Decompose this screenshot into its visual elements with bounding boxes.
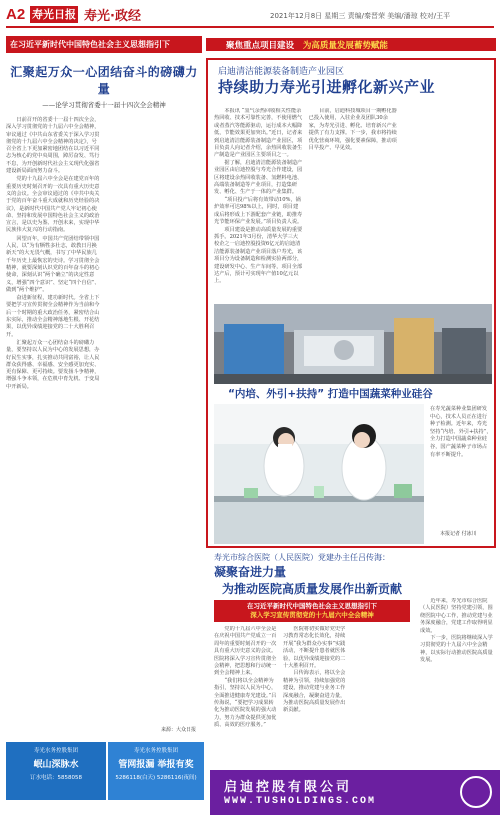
leak-report-ad — [108, 742, 204, 800]
photo-caption: 在寿光蔬菜种业集团研发中心，技术人员正在进行种子检测。近年来，寿光坚持“内培、外引+扶持”，全力打造中国蔬菜种业硅谷，国产蔬菜种子市场占有率不断提升。 — [430, 406, 492, 458]
paragraph: 吕传海表示，将以全会精神为引领，持续加强党的建设，推动党建与业务工作深度融合，凝聚奋进力量，为推动医院高质量发展作出新贡献。 — [283, 670, 346, 714]
masthead-rule — [6, 26, 494, 28]
article-body-text — [214, 626, 416, 738]
water-ad-phone: 订水电话：5858058 — [30, 775, 82, 781]
feature-body-text — [214, 108, 492, 300]
issue-info: 2021年12月8日 星期三 责编/秦晋荣 美编/潘琼 校对/王平 — [270, 12, 451, 20]
left-byline: 来源：大众日报 — [157, 726, 196, 733]
page-number: A2 — [6, 6, 26, 23]
feature-banner-text — [226, 39, 388, 51]
caption-byline: 本报记者 付冰川 — [440, 531, 477, 537]
paragraph: 项目建设是推动高质量发展的重要抓手。2021年3月份，清华大学三大校企之一启迪控股投资6亿元的启迪清洁能源装备制造产业项目落户寿光，该项目分为设备制造和检测实验两部分，建设研发中心、生产车间等，项目全部达产后，预计可实现年产值10亿元以上。 — [214, 226, 303, 285]
footer-ad-band — [210, 770, 500, 815]
masthead — [0, 0, 500, 34]
feature-banner — [206, 38, 496, 51]
paragraph: 医院将切实做好党史学习教育常态化长效化，持续开展“我为群众办实事”实践活动，不断提升患者就医体验，以优异成绩迎接党的二十大胜利召开。 — [283, 626, 346, 670]
feature-subheadline: “内培、外引+扶持” 打造中国蔬菜种业硅谷 — [228, 388, 433, 400]
newspaper-logo: 寿光日报 — [32, 8, 76, 21]
leak-ad-company: 寿光水务控股集团 — [133, 748, 178, 754]
lab-photo — [214, 404, 424, 544]
paragraph: 据了解，启迪清洁能源装备制造产业园区由启迪控股与寿光合作建设，园区将建设余热回收装备、氢燃料电池、高端装备制造等产业项目，打造集研发、孵化、生产于一体的产业集群。 — [214, 159, 303, 196]
paragraph: 目前，启迪科技城项目一期孵化器已投入使用，入驻企业及团队30余家，为寿光引进、孵化、培育新兴产业提供了有力支撑。下一步，我市将持续优化营商环境，强化要素保障，推动项目早投产、早见效。 — [308, 108, 397, 152]
paragraph: 汇聚起万众一心团结奋斗的磅礴力量，要坚持以人民为中心的发展思想，办好民生实事，扎实推动共同富裕，让人民群众获得感、幸福感、安全感更加充实、更有保障、更可持续。要发扬斗争精神，增强斗争本领，在危机中育先机、于变局中开新局。 — [6, 339, 100, 390]
feature-kicker: 启迪清洁能源装备制造产业园区 — [218, 67, 345, 77]
left-headline: 汇聚起万众一心团结奋斗的磅礴力量 — [10, 65, 198, 96]
paragraph: 党的十九届六中全会是在庆祝中国共产党成立一百周年的重要时刻召开的一次具有重大历史意义的会议。医院将深入学习宣传贯彻全会精神，把思想和行动统一到全会精神上来。 — [214, 626, 277, 677]
article-headline-1: 凝聚奋进力量 — [214, 565, 287, 579]
paragraph: “我们将以全会精神为指引，坚持以人民为中心，全面推进健康寿光建设。”吕传海说，“要把学习成果转化为推动医院发展的强大动力，努力为群众提供更加优质、高效的医疗服务。” — [214, 677, 277, 729]
article-side-text — [420, 598, 496, 738]
paragraph: 奋进新征程，建功新时代。全省上下要把学习宣传贯彻全会精神作为当前和今后一个时期的重大政治任务，紧密结合山东实际，推动全会精神落地生根、开花结果，以优异成绩迎接党的二十大胜利召开。 — [6, 295, 100, 338]
feature-headline: 持续助力寿光引进孵化新兴产业 — [218, 78, 436, 96]
paragraph: 回望百年，中国共产党团结带领中国人民，以“为有牺牲多壮志，敢教日月换新天”的大无畏气概，书写了中华民族几千年历史上最恢宏的史诗。学习贯彻全会精神，就要深刻认识党的百年奋斗的初心使命，深刻认识“两个确立”的决定性意义，增强“四个意识”、坚定“四个自信”、做到“两个维护”。 — [6, 235, 100, 293]
left-banner: 在习近平新时代中国特色社会主义思想指引下 — [6, 36, 202, 53]
leak-ad-slogan: 管网报漏 举报有奖 — [118, 760, 194, 770]
paragraph: 日前召开的省委十一届十四次全会，深入学习贯彻党的十九届六中全会精神，审议通过《中共山东省委关于深入学习贯彻党的十九届六中全会精神的决定》，号召全省上下更加紧密地团结在以习近平同志为核心的党中央周围，踔厉奋发、笃行不怠，为开创新时代社会主义现代化强省建设新局面而努力奋斗。 — [6, 117, 100, 175]
article-banner — [214, 600, 410, 622]
left-body-text — [6, 117, 202, 717]
footer-url: WWW.TUSHOLDINGS.COM — [224, 796, 377, 807]
water-ad-brand: 岷山深脉水 — [33, 760, 79, 770]
water-ad-company: 寿光水务控股集团 — [33, 748, 78, 754]
article-banner-line2: 深入学习宣传贯彻党的十九届六中全会精神 — [250, 611, 374, 619]
left-column — [6, 36, 202, 736]
paragraph: 党的十九届六中全会是在建党百年的重要历史时刻召开的一次具有重大历史意义的会议。全会审议通过的《中共中央关于党的百年奋斗重大成就和历史经验的决议》，是新时代中国共产党人牢记初心使命、坚持和发展中国特色社会主义的政治宣言，是以史为鉴、开创未来，实现中华民族伟大复兴的行动指南。 — [6, 176, 100, 234]
feature-banner-part2: 为高质量发展蓄势赋能 — [302, 41, 388, 51]
equipment-photo — [214, 304, 492, 384]
paragraph: 本报讯 “氢气余热回收相关性能余热回收、技术可靠性完善，不使用燃气或者蒸汽等能源驱动，运行成本大幅降低，节能效果更加突出。”近日，记者来到启迪清洁能源装备制造产业园区，项目负责人向记者介绍，余热回收装备生产制造是产业园区主要项目之一。 — [214, 108, 303, 159]
paragraph: 下一步，医院将继续深入学习贯彻党的十九届六中全会精神，以实际行动推动医院高质量发展。 — [420, 635, 493, 664]
article-kicker: 寿光市综合医院（人民医院）党建办主任吕传海： — [214, 553, 390, 562]
footer-company-name: 启迪控股有限公司 — [224, 780, 353, 795]
article-banner-line1: 在习近平新时代中国特色社会主义思想指引下 — [247, 602, 377, 610]
feature-banner-part1: 聚焦重点项目建设 — [226, 41, 295, 51]
feature-box — [206, 58, 496, 548]
paragraph: 近年来，寿光市综合医院（人民医院）坚持党建引领，围绕医院中心工作，推动党建与业务深度融合，党建工作取得明显成效。 — [420, 598, 493, 634]
left-subhead: ——论学习贯彻省委十一届十四次全会精神 — [42, 101, 166, 109]
leak-ad-phone: 5286118(白天) 5286116(夜间) — [115, 775, 197, 781]
water-ad — [6, 742, 106, 800]
footer-logo-icon — [460, 776, 492, 808]
paragraph: “项目投产后将有效带动10%，锅炉效率可达98%以上，同时，项目建成后将形成上下游配套产业链，助推寿光节能环保产业发展。”项目负责人说。 — [214, 196, 303, 226]
section-title: 寿光·政经 — [84, 9, 141, 24]
article-headline-2: 为推动医院高质量发展作出新贡献 — [222, 582, 403, 596]
